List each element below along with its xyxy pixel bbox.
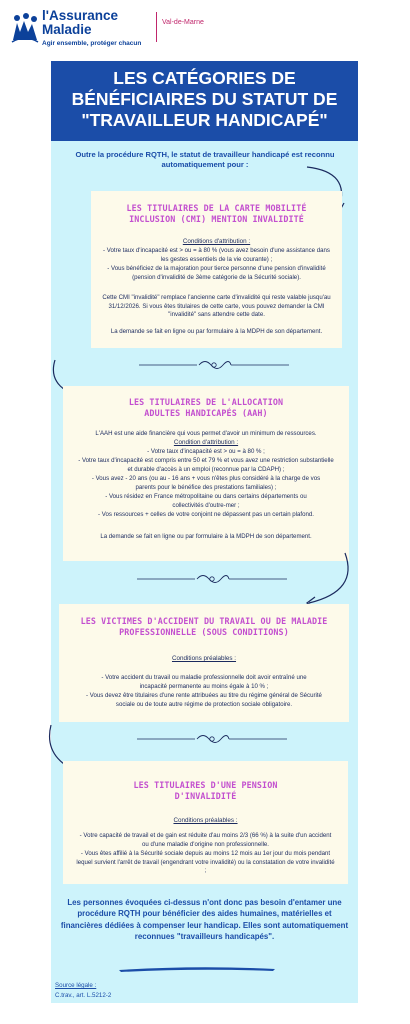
section-line: La demande se fait en ligne ou par formulaire à la MDPH de son département. xyxy=(110,328,323,335)
ornament-divider-icon xyxy=(137,572,287,586)
intro-text: Outre la procédure RQTH, le statut de travailleur handicapé est reconnu automatiquement pour : xyxy=(75,150,335,169)
infographic-poster xyxy=(51,61,358,1003)
conclusion-text: Les personnes évoquées ci-dessus n'ont donc pas besoin d'entamer une procédure RQTH pour bénéficier des aides humaines, matérielles et financières dédiées à compenser leur handicap. Elles sont automatiquement reconnues "travailleurs handicapés". xyxy=(60,898,349,942)
section-line: - Vous bénéficiez de la majoration pour tierce personne d'une pension d'invalidité (pension d'invalidité de 3ème catégorie de la Sécurité sociale). xyxy=(107,265,326,281)
section-card-pension-invalidite xyxy=(63,761,348,884)
section-line: - Vous résidez en France métropolitaine ou dans certains départements ou collectivités d'outre-mer ; xyxy=(105,493,307,509)
header-divider xyxy=(156,12,157,42)
source-label: Source légale : xyxy=(55,982,97,989)
assurance-maladie-logo-icon xyxy=(10,10,40,44)
section-intro: L'AAH est une aide financière qui vous permet d'avoir un minimum de ressources. xyxy=(95,430,317,437)
section-line: - Vous devez être titulaires d'une rente attribuées au titre du régime général de Sécurité sociale ou de toute autre régime de protection sociale obligatoire. xyxy=(86,692,322,708)
ornament-divider-icon xyxy=(139,358,289,372)
section-line: - Votre taux d'incapacité est > ou = à 80 % ; xyxy=(147,448,265,455)
section-title: LES TITULAIRES D'UNE PENSION D'INVALIDITÉ xyxy=(133,780,278,801)
region-label: Val-de-Marne xyxy=(162,19,204,26)
section-line: - Vous avez - 20 ans (ou au - 16 ans + vous n'êtes plus considéré à la charge de vos parents pour le bénéfice des prestations familiales) ; xyxy=(91,475,321,491)
section-line: - Vos ressources + celles de votre conjoint ne dépassent pas un certain plafond. xyxy=(98,511,314,518)
section-card-cmi xyxy=(91,191,342,348)
section-line: - Votre taux d'incapacité est > ou = à 80 % (vous avez besoin d'une assistance dans les gestes essentiels de la vie courante) ; xyxy=(103,247,330,263)
section-title: LES TITULAIRES DE L'ALLOCATION ADULTES HANDICAPÉS (AAH) xyxy=(128,397,284,418)
conditions-label: Condition d'attribution : xyxy=(173,439,239,446)
conditions-label: Conditions préalables : xyxy=(171,655,237,662)
page-title: LES CATÉGORIES DE BÉNÉFICIAIRES DU STATUT DE "TRAVAILLEUR HANDICAPÉ" xyxy=(71,68,338,130)
section-title: LES TITULAIRES DE LA CARTE MOBILITÉ INCLUSION (CMI) MENTION INVALIDITÉ xyxy=(126,203,307,224)
section-card-aah xyxy=(63,386,349,561)
title-banner xyxy=(51,61,358,141)
conditions-label: Conditions préalables : xyxy=(173,817,238,824)
brand-tagline: Agir ensemble, protéger chacun xyxy=(42,40,142,47)
source-reference: C.trav., art. L.5212-2 xyxy=(55,992,112,999)
ornament-divider-icon xyxy=(137,732,287,746)
section-line: - Votre accident du travail ou maladie professionnelle doit avoir entraîné une incapacité permanente au moins égale à 10 % ; xyxy=(101,674,307,690)
brand-name: l'Assurance Maladie xyxy=(42,8,118,37)
site-header xyxy=(0,0,410,64)
section-line: La demande se fait en ligne ou par formulaire à la MDPH de son département. xyxy=(100,533,312,540)
conditions-label: Conditions d'attribution : xyxy=(182,238,251,245)
section-line: - Votre taux d'incapacité est compris entre 50 et 79 % et vous avez une restriction substantielle et durable d'accès à un emploi (reconnue par la CDAPH) ; xyxy=(78,457,334,473)
curved-arrow-icon xyxy=(301,551,359,611)
section-line: - Votre capacité de travail et de gain est réduite d'au moins 2/3 (66 %) à la suite d'un accident ou d'une maladie d'origine non professionnelle. xyxy=(79,832,332,848)
section-line: - Vous êtes affilié à la Sécurité sociale depuis au moins 12 mois au 1er jour du mois pendant lequel survient l'arrêt de travail (engendrant votre invalidité) ou la constatation de votre invalidité ; xyxy=(76,850,335,875)
section-title: LES VICTIMES D'ACCIDENT DU TRAVAIL OU DE MALADIE PROFESSIONNELLE (SOUS CONDITIONS) xyxy=(80,616,328,637)
brush-stroke-decoration xyxy=(117,964,277,974)
section-card-accident-travail xyxy=(59,604,349,722)
section-line: Cette CMI "invalidité" remplace l'ancienne carte d'invalidité qui reste valable jusqu'au 31/12/2026. Si vous êtes titulaires de cette carte, vous pouvez demander la CMI "invalidité" sans attendre cette date. xyxy=(102,294,331,319)
